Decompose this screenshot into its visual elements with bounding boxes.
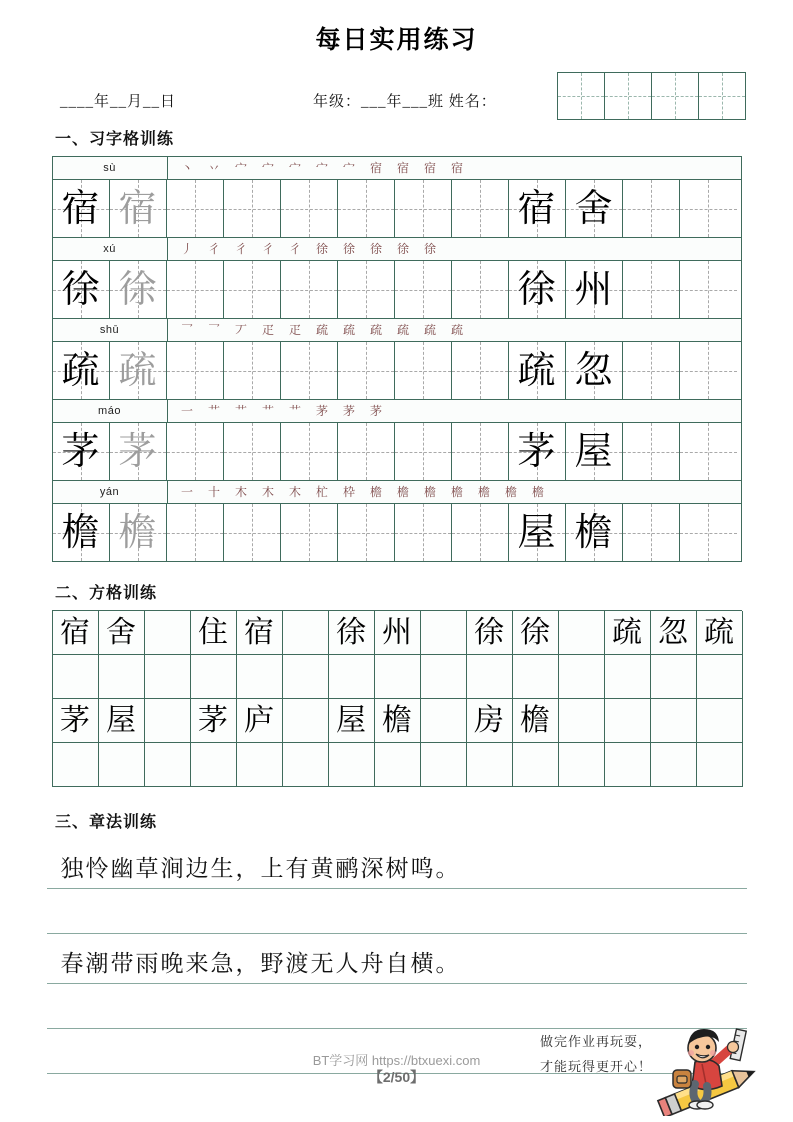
practice-cell[interactable]	[566, 423, 623, 480]
stroke-sequence	[168, 400, 741, 422]
practice-cell[interactable]	[281, 342, 338, 399]
practice-cell[interactable]	[110, 261, 167, 318]
stroke-step: 徐	[396, 242, 409, 256]
square-grid-cell[interactable]	[283, 611, 329, 655]
model-character: 茅	[61, 430, 100, 473]
practice-cell[interactable]	[680, 504, 737, 561]
stroke-step: 彳	[288, 242, 301, 256]
practice-cell[interactable]	[53, 180, 110, 237]
model-character: 宿	[61, 187, 100, 230]
stroke-step: 丆	[234, 323, 247, 337]
practice-cell[interactable]	[338, 504, 395, 561]
stroke-step: 杧	[315, 485, 328, 499]
stroke-step: 疏	[396, 323, 409, 337]
practice-cell[interactable]	[395, 261, 452, 318]
square-grid-cell[interactable]	[421, 611, 467, 655]
character-practice-block	[53, 319, 741, 400]
practice-cell[interactable]	[110, 342, 167, 399]
practice-cell[interactable]	[623, 423, 680, 480]
word-character: 州	[574, 268, 613, 311]
square-grid-cell[interactable]: 屋	[329, 699, 375, 743]
practice-cell[interactable]	[680, 342, 737, 399]
stroke-step: 丷	[207, 161, 220, 175]
square-grid-cell[interactable]	[559, 699, 605, 743]
square-grid-cell[interactable]	[237, 655, 283, 699]
stroke-step: 宿	[396, 161, 409, 175]
name-grid-cell[interactable]	[699, 73, 745, 119]
practice-cell[interactable]	[509, 423, 566, 480]
square-grid-cell[interactable]	[467, 655, 513, 699]
square-grid-cell[interactable]	[53, 743, 99, 787]
square-grid-cell[interactable]	[375, 743, 421, 787]
word-character: 屋	[574, 430, 613, 473]
stroke-step: 茅	[369, 404, 382, 418]
character-row[interactable]	[53, 261, 741, 318]
practice-cell[interactable]	[395, 504, 452, 561]
practice-cell[interactable]	[338, 342, 395, 399]
character-practice-block	[53, 400, 741, 481]
stroke-step: 檐	[504, 485, 517, 499]
stroke-step: 艹	[288, 404, 301, 418]
square-grid-cell[interactable]	[145, 743, 191, 787]
trace-character: 宿	[118, 187, 157, 230]
stroke-step: 宀	[342, 161, 355, 175]
practice-cell[interactable]	[452, 504, 509, 561]
character-row[interactable]	[53, 504, 741, 561]
stroke-step: 木	[261, 485, 274, 499]
stroke-sequence	[168, 481, 741, 503]
stroke-step: 徐	[342, 242, 355, 256]
square-grid-cell[interactable]	[191, 655, 237, 699]
square-grid-cell[interactable]: 宿	[237, 611, 283, 655]
character-practice-grid[interactable]	[52, 156, 742, 562]
square-grid-cell[interactable]	[283, 655, 329, 699]
stroke-step: 艹	[234, 404, 247, 418]
word-character: 徐	[517, 268, 556, 311]
character-row[interactable]	[53, 423, 741, 480]
practice-cell[interactable]	[566, 342, 623, 399]
stroke-step: 疏	[423, 323, 436, 337]
site-watermark: BT学习网 https://btxuexi.com	[312, 1053, 481, 1068]
stroke-step: 宀	[234, 161, 247, 175]
boy-riding-pencil-icon	[655, 1026, 785, 1116]
stroke-order-row	[53, 157, 741, 180]
stroke-order-row	[53, 238, 741, 261]
page-footer	[0, 1012, 793, 1122]
practice-cell[interactable]	[110, 504, 167, 561]
practice-cell[interactable]	[110, 423, 167, 480]
square-grid-cell[interactable]	[375, 655, 421, 699]
square-grid-cell[interactable]	[697, 655, 743, 699]
pinyin-label: xú	[53, 238, 168, 260]
pinyin-label: sù	[53, 157, 168, 179]
practice-cell[interactable]	[53, 504, 110, 561]
square-grid-cell[interactable]	[191, 743, 237, 787]
practice-cell[interactable]	[281, 504, 338, 561]
word-character: 茅	[517, 430, 556, 473]
page-number: 【2/50】	[368, 1069, 425, 1085]
practice-cell[interactable]	[623, 261, 680, 318]
stroke-step: 疋	[288, 323, 301, 337]
model-character: 檐	[61, 511, 100, 554]
practice-cell[interactable]	[224, 180, 281, 237]
practice-cell[interactable]	[167, 504, 224, 561]
character-practice-block	[53, 238, 741, 319]
stroke-step: 十	[207, 485, 220, 499]
practice-cell[interactable]	[680, 261, 737, 318]
poem-text: 春潮带雨晚来急，野渡无人舟自横。	[60, 951, 461, 977]
name-grid-cell[interactable]	[605, 73, 652, 119]
square-grid-cell[interactable]	[467, 743, 513, 787]
practice-cell[interactable]	[566, 504, 623, 561]
practice-cell[interactable]	[224, 423, 281, 480]
practice-cell[interactable]	[623, 504, 680, 561]
practice-cell[interactable]	[509, 180, 566, 237]
square-grid-cell[interactable]	[651, 699, 697, 743]
practice-cell[interactable]	[338, 261, 395, 318]
square-grid-cell[interactable]	[559, 743, 605, 787]
square-grid-cell[interactable]	[605, 655, 651, 699]
pinyin-label: máo	[53, 400, 168, 422]
stroke-step: 丶	[180, 161, 193, 175]
practice-cell[interactable]	[623, 342, 680, 399]
square-grid-cell[interactable]: 徐	[329, 611, 375, 655]
square-grid-cell[interactable]: 州	[375, 611, 421, 655]
model-character: 徐	[61, 268, 100, 311]
stroke-step: 疏	[369, 323, 382, 337]
character-practice-block	[53, 157, 741, 238]
square-grid-cell[interactable]	[421, 743, 467, 787]
stroke-sequence	[168, 238, 741, 260]
square-grid-cell[interactable]	[145, 611, 191, 655]
section-heading-1: 一、习字格训练	[55, 131, 175, 148]
slogan-line-2: 才能玩得更开心！	[540, 1058, 653, 1074]
square-grid-cell[interactable]: 住	[191, 611, 237, 655]
stroke-step: 徐	[423, 242, 436, 256]
practice-cell[interactable]	[395, 180, 452, 237]
square-grid-cell[interactable]	[513, 655, 559, 699]
practice-cell[interactable]	[281, 180, 338, 237]
stroke-step: 徐	[315, 242, 328, 256]
square-grid-cell[interactable]: 茅	[191, 699, 237, 743]
stroke-step: 檐	[396, 485, 409, 499]
practice-cell[interactable]	[167, 261, 224, 318]
square-grid-cell[interactable]	[697, 743, 743, 787]
square-grid-cell[interactable]: 宿	[53, 611, 99, 655]
section-heading-2: 二、方格训练	[55, 585, 158, 602]
stroke-sequence	[168, 319, 741, 341]
writing-blank-line[interactable]	[47, 889, 747, 934]
poem-line	[47, 934, 747, 984]
square-grid-cell[interactable]: 忽	[651, 611, 697, 655]
square-grid-cell[interactable]	[421, 699, 467, 743]
square-grid-cell[interactable]	[237, 743, 283, 787]
practice-cell[interactable]	[338, 423, 395, 480]
stroke-step: 乛	[207, 323, 220, 337]
practice-cell[interactable]	[167, 423, 224, 480]
stroke-step: 徐	[369, 242, 382, 256]
square-grid-cell[interactable]	[605, 699, 651, 743]
square-grid-cell[interactable]	[53, 655, 99, 699]
character-row[interactable]	[53, 342, 741, 399]
name-grid-cell[interactable]	[652, 73, 699, 119]
square-grid-cell[interactable]	[513, 743, 559, 787]
class-name-field[interactable]: 年级：___年___班 姓名：	[313, 94, 497, 110]
practice-cell[interactable]	[53, 423, 110, 480]
square-grid-row	[53, 699, 742, 743]
practice-cell[interactable]	[167, 342, 224, 399]
stroke-step: 宀	[261, 161, 274, 175]
square-grid-row	[53, 611, 742, 655]
practice-cell[interactable]	[110, 180, 167, 237]
practice-cell[interactable]	[509, 504, 566, 561]
square-grid-cell[interactable]	[559, 655, 605, 699]
stroke-step: 彳	[207, 242, 220, 256]
slogan	[540, 1030, 652, 1079]
pinyin-label: yán	[53, 481, 168, 503]
model-character: 疏	[61, 349, 100, 392]
practice-cell[interactable]	[452, 423, 509, 480]
square-practice-grid[interactable]	[52, 610, 742, 787]
word-character: 忽	[574, 349, 613, 392]
character-practice-block	[53, 481, 741, 562]
square-grid-cell[interactable]	[99, 743, 145, 787]
square-grid-cell[interactable]	[697, 699, 743, 743]
date-field[interactable]: ____年__月__日	[60, 94, 177, 110]
stroke-step: 木	[234, 485, 247, 499]
practice-cell[interactable]	[395, 423, 452, 480]
word-character: 舍	[574, 187, 613, 230]
square-grid-cell[interactable]	[145, 655, 191, 699]
section-heading-3: 三、章法训练	[55, 814, 158, 831]
trace-character: 茅	[118, 430, 157, 473]
square-grid-cell[interactable]	[283, 699, 329, 743]
stroke-step: 檐	[423, 485, 436, 499]
square-grid-cell[interactable]	[283, 743, 329, 787]
practice-cell[interactable]	[509, 261, 566, 318]
practice-cell[interactable]	[566, 180, 623, 237]
stroke-step: 宀	[288, 161, 301, 175]
stroke-sequence	[168, 157, 741, 179]
stroke-step: 檐	[531, 485, 544, 499]
stroke-step: 宿	[423, 161, 436, 175]
pinyin-label: shū	[53, 319, 168, 341]
stroke-step: 疋	[261, 323, 274, 337]
square-grid-cell[interactable]: 疏	[697, 611, 743, 655]
practice-cell[interactable]	[623, 180, 680, 237]
poem-line	[47, 839, 747, 889]
practice-cell[interactable]	[224, 504, 281, 561]
stroke-step: 艹	[261, 404, 274, 418]
practice-cell[interactable]	[281, 423, 338, 480]
trace-character: 檐	[118, 511, 157, 554]
square-grid-cell[interactable]: 屋	[99, 699, 145, 743]
practice-cell[interactable]	[338, 180, 395, 237]
poem-text: 独怜幽草涧边生，上有黄鹂深树鸣。	[60, 856, 461, 882]
stroke-order-row	[53, 481, 741, 504]
stroke-step: 一	[180, 485, 193, 499]
trace-character: 疏	[118, 349, 157, 392]
word-character: 疏	[517, 349, 556, 392]
practice-cell[interactable]	[509, 342, 566, 399]
square-grid-cell[interactable]: 舍	[99, 611, 145, 655]
stroke-step: 彳	[261, 242, 274, 256]
practice-cell[interactable]	[566, 261, 623, 318]
stroke-step: 彳	[234, 242, 247, 256]
stroke-order-row	[53, 319, 741, 342]
stroke-step: 檐	[450, 485, 463, 499]
practice-cell[interactable]	[452, 261, 509, 318]
square-grid-cell[interactable]: 房	[467, 699, 513, 743]
stroke-step: 宿	[369, 161, 382, 175]
practice-cell[interactable]	[281, 261, 338, 318]
square-grid-cell[interactable]	[145, 699, 191, 743]
stroke-step: 宀	[315, 161, 328, 175]
stroke-step: 疏	[450, 323, 463, 337]
stroke-step: 茅	[315, 404, 328, 418]
practice-cell[interactable]	[53, 342, 110, 399]
stroke-step: 木	[288, 485, 301, 499]
practice-cell[interactable]	[167, 180, 224, 237]
practice-cell[interactable]	[680, 423, 737, 480]
name-grid-cell[interactable]	[558, 73, 605, 119]
stroke-step: 艹	[207, 404, 220, 418]
name-grid[interactable]	[557, 72, 746, 120]
stroke-step: 一	[180, 404, 193, 418]
stroke-step: 茅	[342, 404, 355, 418]
square-grid-cell[interactable]	[559, 611, 605, 655]
page-title: 每日实用练习	[315, 26, 478, 54]
square-grid-cell[interactable]	[605, 743, 651, 787]
square-grid-cell[interactable]	[651, 655, 697, 699]
stroke-step: 檐	[369, 485, 382, 499]
square-grid-wrap	[52, 610, 742, 787]
practice-cell[interactable]	[452, 180, 509, 237]
square-grid-cell[interactable]	[329, 655, 375, 699]
stroke-step: 枠	[342, 485, 355, 499]
character-row[interactable]	[53, 180, 741, 237]
square-grid-cell[interactable]	[99, 655, 145, 699]
slogan-line-1: 做完作业再玩耍，	[540, 1034, 653, 1049]
square-grid-row	[53, 743, 742, 787]
square-grid-cell[interactable]: 檐	[375, 699, 421, 743]
square-grid-cell[interactable]	[651, 743, 697, 787]
square-grid-cell[interactable]	[421, 655, 467, 699]
stroke-order-row	[53, 400, 741, 423]
header-meta-row	[0, 68, 793, 126]
stroke-step: 檐	[477, 485, 490, 499]
practice-cell[interactable]	[224, 342, 281, 399]
square-grid-cell[interactable]: 徐	[467, 611, 513, 655]
trace-character: 徐	[118, 268, 157, 311]
square-grid-cell[interactable]: 徐	[513, 611, 559, 655]
stroke-step: 疏	[342, 323, 355, 337]
square-grid-row	[53, 655, 742, 699]
word-character: 檐	[574, 511, 613, 554]
square-grid-cell[interactable]: 庐	[237, 699, 283, 743]
stroke-step: 宿	[450, 161, 463, 175]
practice-cell[interactable]	[452, 342, 509, 399]
square-grid-cell[interactable]: 檐	[513, 699, 559, 743]
practice-cell[interactable]	[395, 342, 452, 399]
practice-cell[interactable]	[680, 180, 737, 237]
stroke-step: 疏	[315, 323, 328, 337]
square-grid-cell[interactable]	[329, 743, 375, 787]
stroke-step: 丿	[180, 242, 193, 256]
word-character: 屋	[517, 511, 556, 554]
square-grid-cell[interactable]: 疏	[605, 611, 651, 655]
stroke-step: 乛	[180, 323, 193, 337]
word-character: 宿	[517, 187, 556, 230]
practice-cell[interactable]	[53, 261, 110, 318]
practice-cell[interactable]	[224, 261, 281, 318]
square-grid-cell[interactable]: 茅	[53, 699, 99, 743]
